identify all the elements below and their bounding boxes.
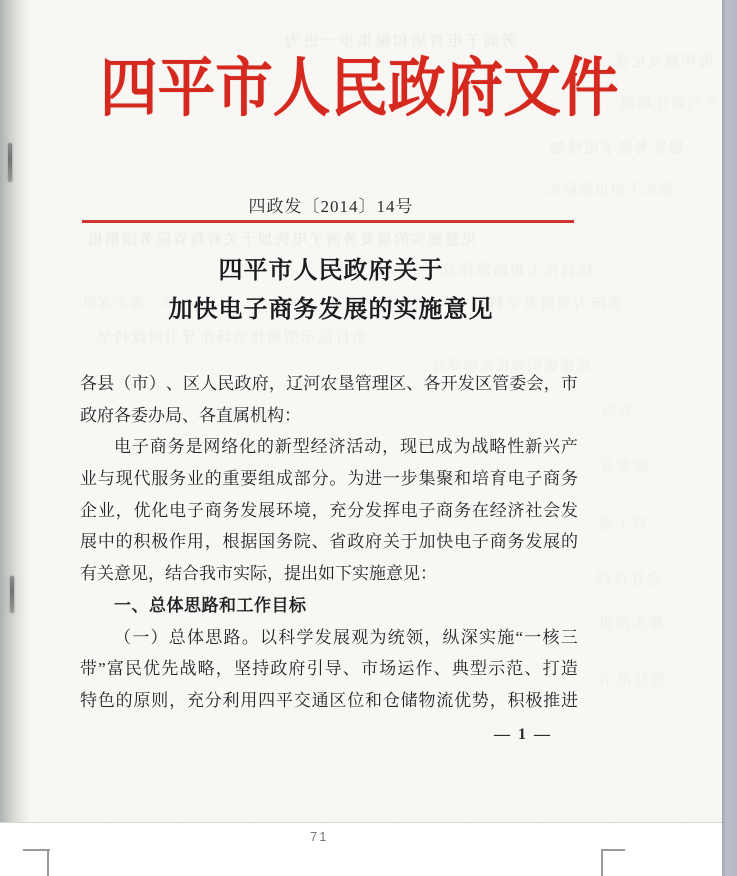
- crop-mark-left-vertical: [47, 849, 49, 876]
- doc-title-line1: 四平市人民政府关于: [218, 258, 444, 284]
- bleedthrough-line: 会社济经: [594, 572, 663, 588]
- staple-top-icon: [8, 143, 12, 182]
- bleedthrough-line: 见意施实的展发务商子电快加于关府政省院务国据根: [86, 232, 478, 248]
- scanner-bed-strip: [722, 0, 737, 876]
- crop-mark-right-horizontal: [601, 849, 625, 851]
- bleedthrough-line: 业产兴新性略战: [618, 96, 737, 112]
- doc-title-line2: 加快电子商务发展的实施意见: [168, 297, 494, 323]
- bleedthrough-line: 造打范示型典作运场市导引府政持坚: [95, 330, 368, 346]
- crop-mark-right-vertical: [601, 849, 603, 876]
- body-line: 企 业 ， 优 化 电 子 商 务 发 展 环 境 ， 充 分 发 挥 电 子 商 务 在 经 济 社 会 发: [80, 500, 578, 520]
- bleedthrough-line: 造打范示: [598, 672, 667, 688]
- doc-body: [80, 368, 578, 717]
- body-line: 一、总体思路和工作目标: [114, 595, 307, 615]
- gov-doc-header-title: 四平市人民政府文件: [100, 53, 619, 124]
- bleedthrough-line: 务商子电育培和聚集步一进为: [283, 33, 518, 50]
- body-line: 政府各委办局、各直属机构：: [80, 405, 301, 425]
- bleedthrough-line: 进推极积势优流物储仓: [430, 359, 590, 374]
- body-line: （ 一 ） 总 体 思 路 。 以 科 学 发 展 观 为 统 领 ， 纵 深 实 施 “ 一 核 三: [114, 627, 578, 647]
- bleedthrough-line: 领统为观展发学科以: [470, 296, 624, 312]
- page-number: — 1 —: [494, 726, 552, 743]
- bleedthrough-line: 施实深纵: [596, 616, 665, 632]
- bleedthrough-line: 务电: [600, 404, 635, 420]
- doc-number: 四政发〔2014〕14号: [248, 197, 414, 216]
- bleedthrough-line: 施实下如出提际实: [545, 183, 673, 198]
- bleedthrough-line: 商子电: [596, 516, 648, 532]
- bleedthrough-line: 核一施实深纵: [80, 296, 176, 311]
- bleedthrough-line: 标目作工和路思体总: [440, 263, 594, 279]
- body-line: 有关意见，结合我市实际，提出如下实施意见：: [80, 564, 437, 584]
- body-line: 展 中 的 积 极 作 用 ， 根 据 国 务 院 、 省 政 府 关 于 加 快 电 子 商 务 发 展 的: [80, 532, 578, 552]
- body-line: 带 ” 富 民 优 先 战 略 ， 坚 持 政 府 引 导 、 市 场 运 作 、 典 型 示 范 、 打 造: [80, 659, 578, 679]
- body-line: 特 色 的 原 则 ， 充 分 利 用 四 平 交 通 区 位 和 仓 储 物 流 优 势 ， 积 极 推 进: [80, 690, 578, 710]
- crop-mark-left-horizontal: [23, 849, 50, 851]
- doc-title: [86, 252, 576, 330]
- bleedthrough-line: 展发务商子电快加: [548, 141, 685, 157]
- body-line: 电 子 商 务 是 网 络 化 的 新 型 经 济 活 动 ， 现 已 成 为 战 略 性 新 兴 产: [114, 437, 578, 457]
- bleedthrough-line: 境环展发化优: [612, 54, 715, 70]
- red-separator-line: [82, 220, 574, 223]
- body-line: 业 与 现 代 服 务 业 的 重 要 组 成 部 分 。 为 进 一 步 集 聚 和 培 育 电 子 商 务: [80, 469, 578, 489]
- body-line: 各 县 （ 市 ） 、 区 人 民 政 府 ， 辽 河 农 垦 管 理 区 、 各 开 发 区 管 委 会 ， 市: [80, 374, 578, 393]
- page-left-shadow: [0, 0, 30, 822]
- viewer-page-label: 71: [310, 829, 329, 844]
- bleedthrough-line: 展发业: [598, 460, 650, 476]
- staple-bottom-icon: [10, 576, 14, 613]
